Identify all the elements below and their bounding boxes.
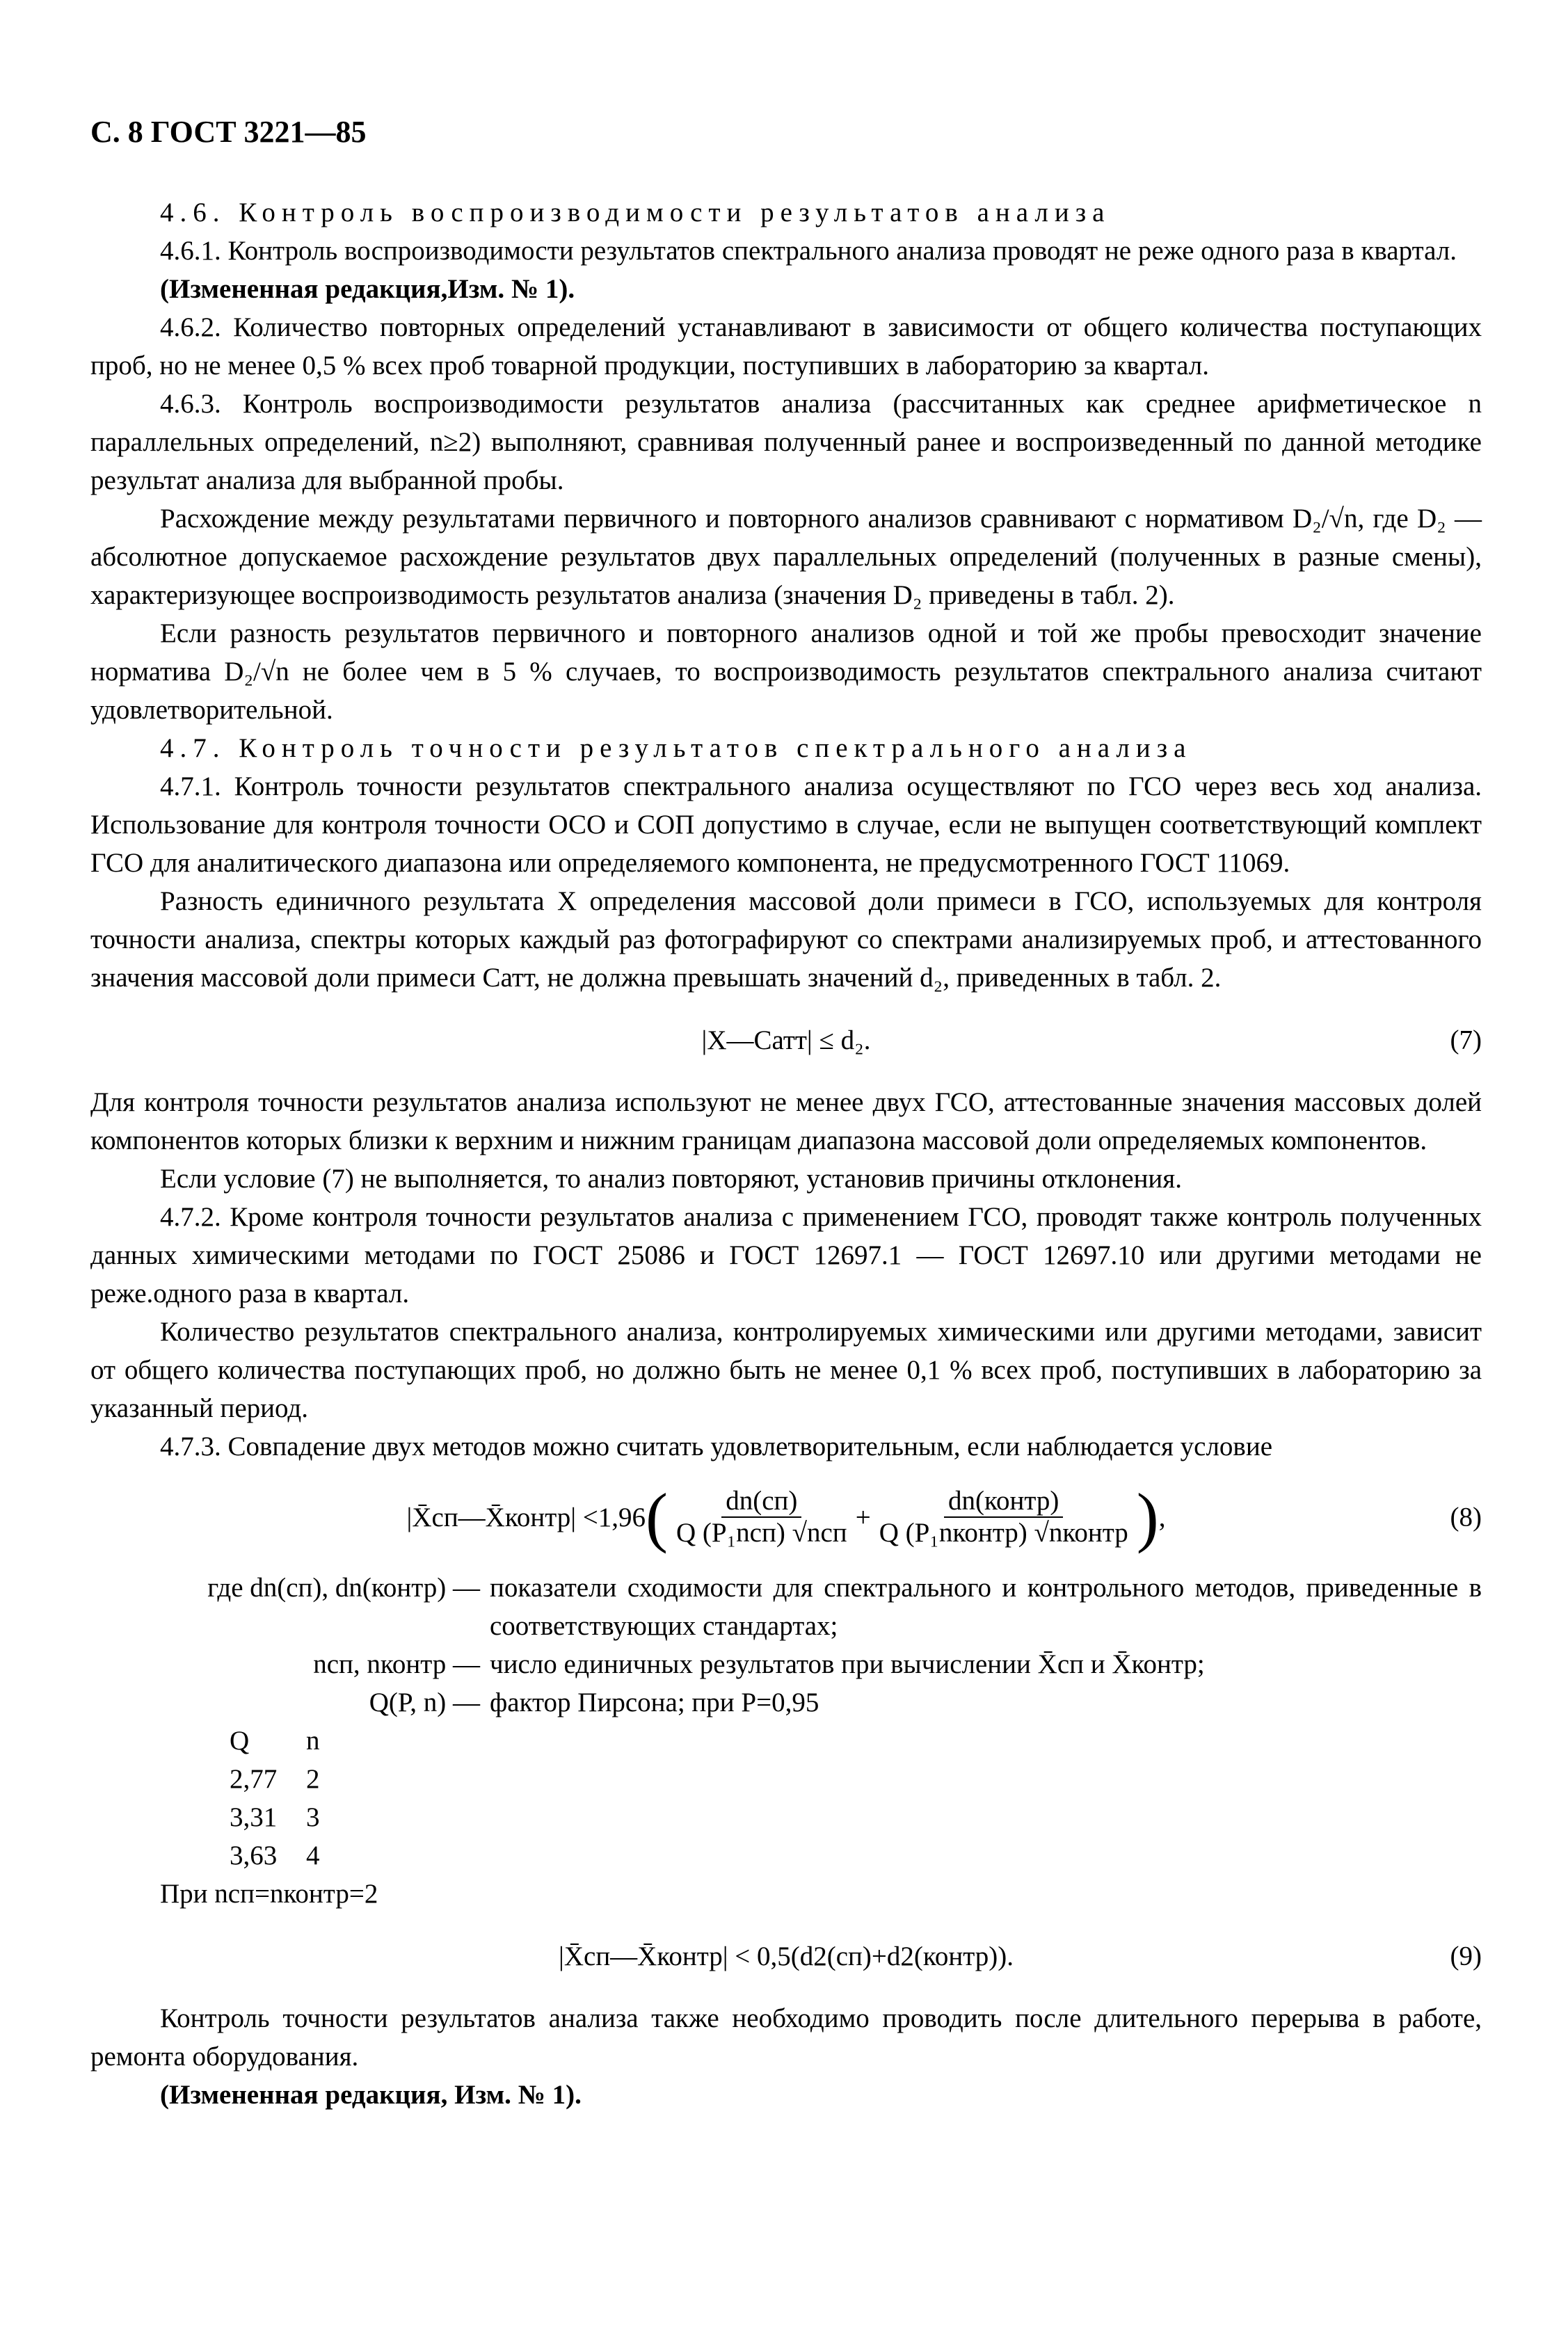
fraction-2 — [875, 1486, 1133, 1548]
paragraph-when-equal: При nсп=nконтр=2 — [160, 1879, 378, 1909]
definitions — [90, 1569, 1482, 1722]
table-header-cell: n — [306, 1726, 320, 1756]
definition-row — [90, 1683, 1482, 1722]
paragraph-discrepancy: Расхождение между результатами первичного и повторного анализов сравнивают с нормативом D₂/√n, где D₂ — абсолютное допускаемое расхождение результатов двух параллельных определений (полученных в разные смены), характеризующее воспроизводимость результатов анализа (значения D₂ приведены в табл. 2). — [90, 504, 1482, 610]
table-header-cell: Q — [230, 1726, 250, 1756]
paragraph-4-6-1: 4.6.1. Контроль воспроизводимости результатов спектрального анализа проводят не реже одного раза в квартал. — [160, 236, 1457, 266]
definition-row — [90, 1569, 1482, 1645]
paragraph-count-results: Количество результатов спектрального анализа, контролируемых химическими или другими методами, зависит от общего количества поступающих проб, но должно быть не менее 0,1 % всех проб, поступивших в лабораторию за указанный период. — [90, 1317, 1482, 1423]
equation-7-number: (7) — [1450, 1025, 1482, 1055]
fraction-1 — [672, 1486, 851, 1548]
section-4-6-title: 4.6. Контроль воспроизводимости результатов анализа — [160, 198, 1111, 227]
equation-9-body: |X̄сп—X̄контр| < 0,5(d2(сп)+d2(контр)). — [559, 1941, 1014, 1971]
paragraph-final: Контроль точности результатов анализа также необходимо проводить после длительного перерыва в работе, ремонта оборудования. — [90, 2003, 1482, 2072]
definition-symbol: где dn(сп), dn(контр) — — [207, 1573, 480, 1603]
edition-note-2: (Измененная редакция, Изм. № 1). — [160, 2080, 582, 2110]
page-header: С. 8 ГОСТ 3221—85 — [90, 115, 367, 149]
paragraph-single-result: Разность единичного результата X определения массовой доли примеси в ГСО, используемых для контроля точности анализа, спектры которых каждый раз фотографируют со спектрами анализируемых проб, и аттестованного значения массовой доли примеси Cатт, не должна превышать значений d₂, приведенных в табл. 2. — [90, 886, 1482, 993]
fraction-1-denominator: Q (P₁nсп) √nсп — [675, 1518, 847, 1548]
definition-symbol: Q(P, n) — — [369, 1688, 480, 1717]
pearson-table — [230, 1722, 1482, 1875]
paragraph-two-gso: Для контроля точности результатов анализа используют не менее двух ГСО, аттестованные значения массовых долей компонентов которых близки к верхним и нижним границам диапазона массовой доли определяемых компонентов. — [90, 1087, 1482, 1155]
table-row — [230, 1798, 1482, 1836]
left-paren: ( — [646, 1480, 668, 1554]
equation-8-lhs: |X̄сп—X̄контр| <1,96 — [406, 1502, 646, 1532]
paragraph-4-7-3: 4.7.3. Совпадение двух методов можно считать удовлетворительным, если наблюдается условие — [160, 1432, 1272, 1461]
paragraph-4-7-2: 4.7.2. Кроме контроля точности результатов анализа с применением ГСО, проводят также контроль полученных данных химическими методами по ГОСТ 25086 и ГОСТ 12697.1 — ГОСТ 12697.10 или другими методами не реже.одного раза в квартал. — [90, 1202, 1482, 1308]
definition-text: показатели сходимости для спектрального и контрольного методов, приведенные в соответствующих стандартах; — [490, 1573, 1482, 1641]
fraction-2-numerator: dn(контр) — [944, 1486, 1063, 1518]
table-cell: 2 — [306, 1764, 320, 1794]
edition-note-1: (Измененная редакция,Изм. № 1). — [160, 274, 575, 304]
equation-9-number: (9) — [1450, 1941, 1482, 1971]
table-cell: 2,77 — [230, 1764, 278, 1794]
table-header-row — [230, 1722, 1482, 1760]
plus-sign: + — [855, 1502, 871, 1532]
equation-8 — [90, 1480, 1482, 1554]
table-row — [230, 1836, 1482, 1875]
paragraph-4-7-1: 4.7.1. Контроль точности результатов спектрального анализа осуществляют по ГСО через весь ход анализа. Использование для контроля точности ОСО и СОП допустимо в случае, если не выпущен соответствующий комплект ГСО для аналитического диапазона или определяемого компонента, не предусмотренного ГОСТ 11069. — [90, 771, 1482, 878]
table-cell: 4 — [306, 1841, 320, 1871]
paragraph-if-difference: Если разность результатов первичного и повторного анализов одной и той же пробы превосходит значение норматива D₂/√n не более чем в 5 % случаев, то воспроизводимость результатов спектрального анализа считают удовлетворительной. — [90, 618, 1482, 725]
definition-row — [90, 1645, 1482, 1683]
right-paren: ) — [1136, 1480, 1159, 1554]
table-cell: 3,63 — [230, 1841, 278, 1871]
definition-text: число единичных результатов при вычислении X̄сп и X̄контр; — [490, 1649, 1205, 1679]
equation-7-body: |X—Cатт| ≤ d₂. — [701, 1025, 871, 1055]
paragraph-condition-7: Если условие (7) не выполняется, то анализ повторяют, установив причины отклонения. — [160, 1164, 1182, 1194]
table-cell: 3,31 — [230, 1802, 278, 1832]
table-row — [230, 1760, 1482, 1798]
fraction-1-numerator: dn(сп) — [721, 1486, 801, 1518]
fraction-2-denominator: Q (P₁nконтр) √nконтр — [879, 1518, 1128, 1548]
document-page — [90, 111, 1482, 2114]
paragraph-4-6-3: 4.6.3. Контроль воспроизводимости результатов анализа (рассчитанных как среднее арифметическое n параллельных определений, n≥2) выполняют, сравнивая полученный ранее и воспроизведенный по данной методике результат анализа для выбранной пробы. — [90, 389, 1482, 495]
section-4-7-title: 4.7. Контроль точности результатов спектрального анализа — [160, 733, 1192, 763]
comma: , — [1158, 1502, 1166, 1532]
definition-text: фактор Пирсона; при P=0,95 — [490, 1688, 819, 1717]
table-cell: 3 — [306, 1802, 320, 1832]
paragraph-4-6-2: 4.6.2. Количество повторных определений устанавливают в зависимости от общего количества поступающих проб, но не менее 0,5 % всех проб товарной продукции, поступивших в лабораторию за квартал. — [90, 312, 1482, 381]
equation-9 — [90, 1931, 1482, 1981]
equation-7 — [90, 1015, 1482, 1065]
definition-symbol: nсп, nконтр — — [313, 1649, 480, 1679]
equation-8-number: (8) — [1450, 1502, 1482, 1532]
